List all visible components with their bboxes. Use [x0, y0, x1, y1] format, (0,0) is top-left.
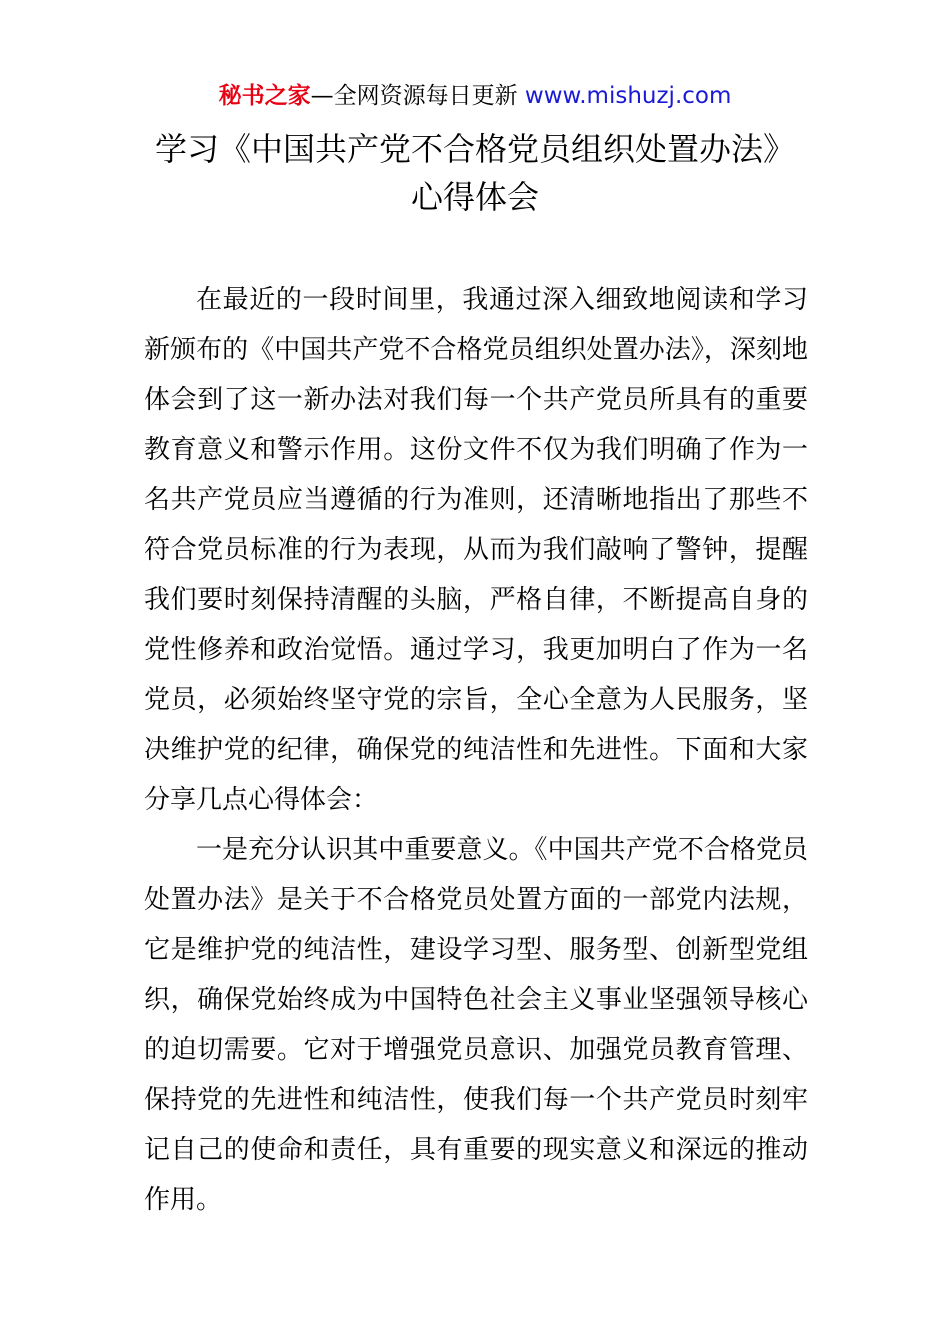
paragraph-point-1: 一是充分认识其中重要意义。《中国共产党不合格党员处置办法》是关于不合格党员处置方面的一部党内法规，它是维护党的纯洁性，建设学习型、服务型、创新型党组织，确保党始终成为中国特色社会主义事业坚强领导核心的迫切需要。它对于增强党员意识、加强党员教育管理、保持党的先进性和纯洁性，使我们每一个共产党员时刻牢记自己的使命和责任，具有重要的现实意义和深远的推动作用。	[144, 835, 808, 1215]
paragraph-intro: 在最近的一段时间里，我通过深入细致地阅读和学习新颁布的《中国共产党不合格党员组织处置办法》，深刻地体会到了这一新办法对我们每一个共产党员所具有的重要教育意义和警示作用。这份文件不仅为我们明确了作为一名共产党员应当遵循的行为准则，还清晰地指出了那些不符合党员标准的行为表现，从而为我们敲响了警钟，提醒我们要时刻保持清醒的头脑，严格自律，不断提高自身的党性修养和政治觉悟。通过学习，我更加明白了作为一名党员，必须始终坚守党的宗旨，全心全意为人民服务，坚决维护党的纪律，确保党的纯洁性和先进性。下面和大家分享几点心得体会：	[144, 285, 808, 815]
document-title-line-2: 心得体会	[410, 178, 539, 216]
brand-name: 秘书之家	[218, 83, 311, 109]
site-url-link[interactable]: www.mishuzj.com	[524, 83, 732, 109]
document-title-line-1: 学习《中国共产党不合格党员组织处置办法》	[154, 130, 795, 168]
site-tagline: —全网资源每日更新	[310, 83, 525, 109]
document-body	[144, 275, 808, 1225]
site-header	[0, 80, 950, 112]
